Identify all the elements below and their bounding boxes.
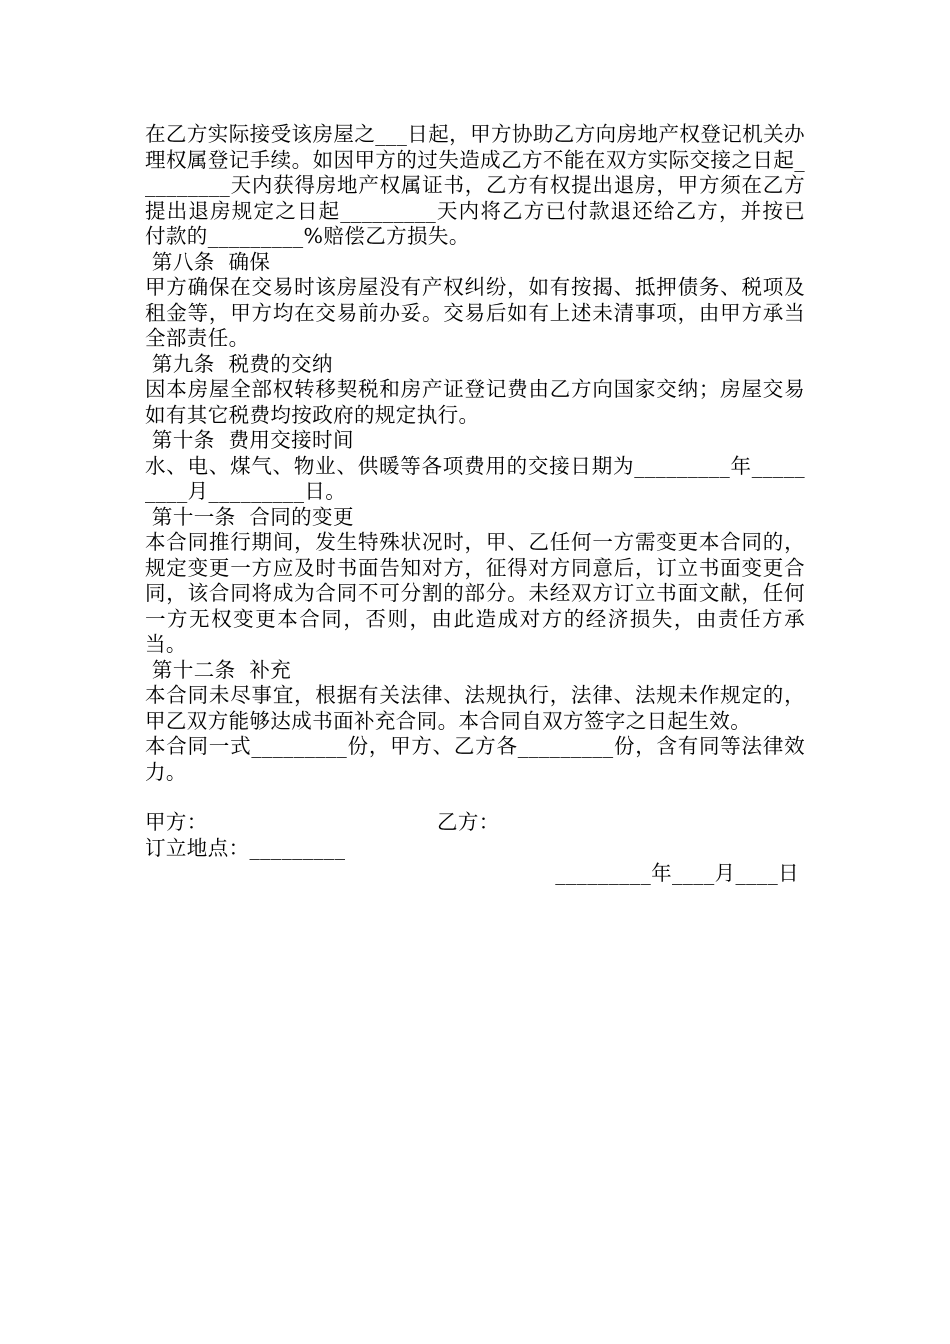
clause-11-text: 本合同推行期间，发生特殊状况时，甲、乙任何一方需变更本合同的，规定变更一方应及时书面告知对方，征得对方同意后，订立书面变更合同，该合同将成为合同不可分割的部分。未经双方订立书面文献，任何一方无权变更本合同，否则，由此造成对方的经济损失，由责任方承当。: [145, 530, 805, 656]
signing-place: 订立地点：_________: [145, 835, 346, 860]
contract-body: [145, 122, 805, 785]
signing-date: _________年____月____日: [555, 861, 799, 885]
party-a-label: 甲方：: [145, 810, 208, 834]
signature-parties: [145, 810, 805, 836]
clause-8-text: 甲方确保在交易时该房屋没有产权纠纷，如有按揭、抵押债务、税项及租金等，甲方均在交易前办妥。交易后如有上述未清事项，由甲方承当全部责任。: [145, 275, 805, 350]
spacer: [145, 785, 805, 810]
clause-7-continued: 在乙方实际接受该房屋之___日起，甲方协助乙方向房地产权登记机关办理权属登记手续。如因甲方的过失造成乙方不能在双方实际交接之日起_________天内获得房地产权属证书，乙方有权提出退房，甲方须在乙方提出退房规定之日起_________天内将乙方已付款退还给乙方，并按已付款的_________%赔偿乙方损失。: [145, 122, 805, 248]
clause-9-heading: 第九条 税费的交纳: [145, 351, 333, 376]
party-b-label: 乙方：: [437, 810, 500, 834]
clause-11-heading: 第十一条 合同的变更: [145, 504, 354, 529]
clause-8-heading: 第八条 确保: [145, 249, 271, 274]
clause-10-heading: 第十条 费用交接时间: [145, 428, 354, 452]
clause-12-heading: 第十二条 补充: [145, 657, 292, 682]
copies-clause: 本合同一式_________份，甲方、乙方各_________份，含有同等法律效力。: [145, 734, 805, 784]
clause-12-text: 本合同未尽事宜，根据有关法律、法规执行，法律、法规未作规定的，甲乙双方能够达成书面补充合同。本合同自双方签字之日起生效。: [145, 683, 805, 733]
clause-10-text: 水、电、煤气、物业、供暖等各项费用的交接日期为_________年_________月_________日。: [145, 453, 805, 503]
contract-page: [145, 122, 805, 887]
signature-block: [145, 810, 805, 887]
clause-9-text: 因本房屋全部权转移契税和房产证登记费由乙方向国家交纳；房屋交易如有其它税费均按政府的规定执行。: [145, 377, 805, 427]
